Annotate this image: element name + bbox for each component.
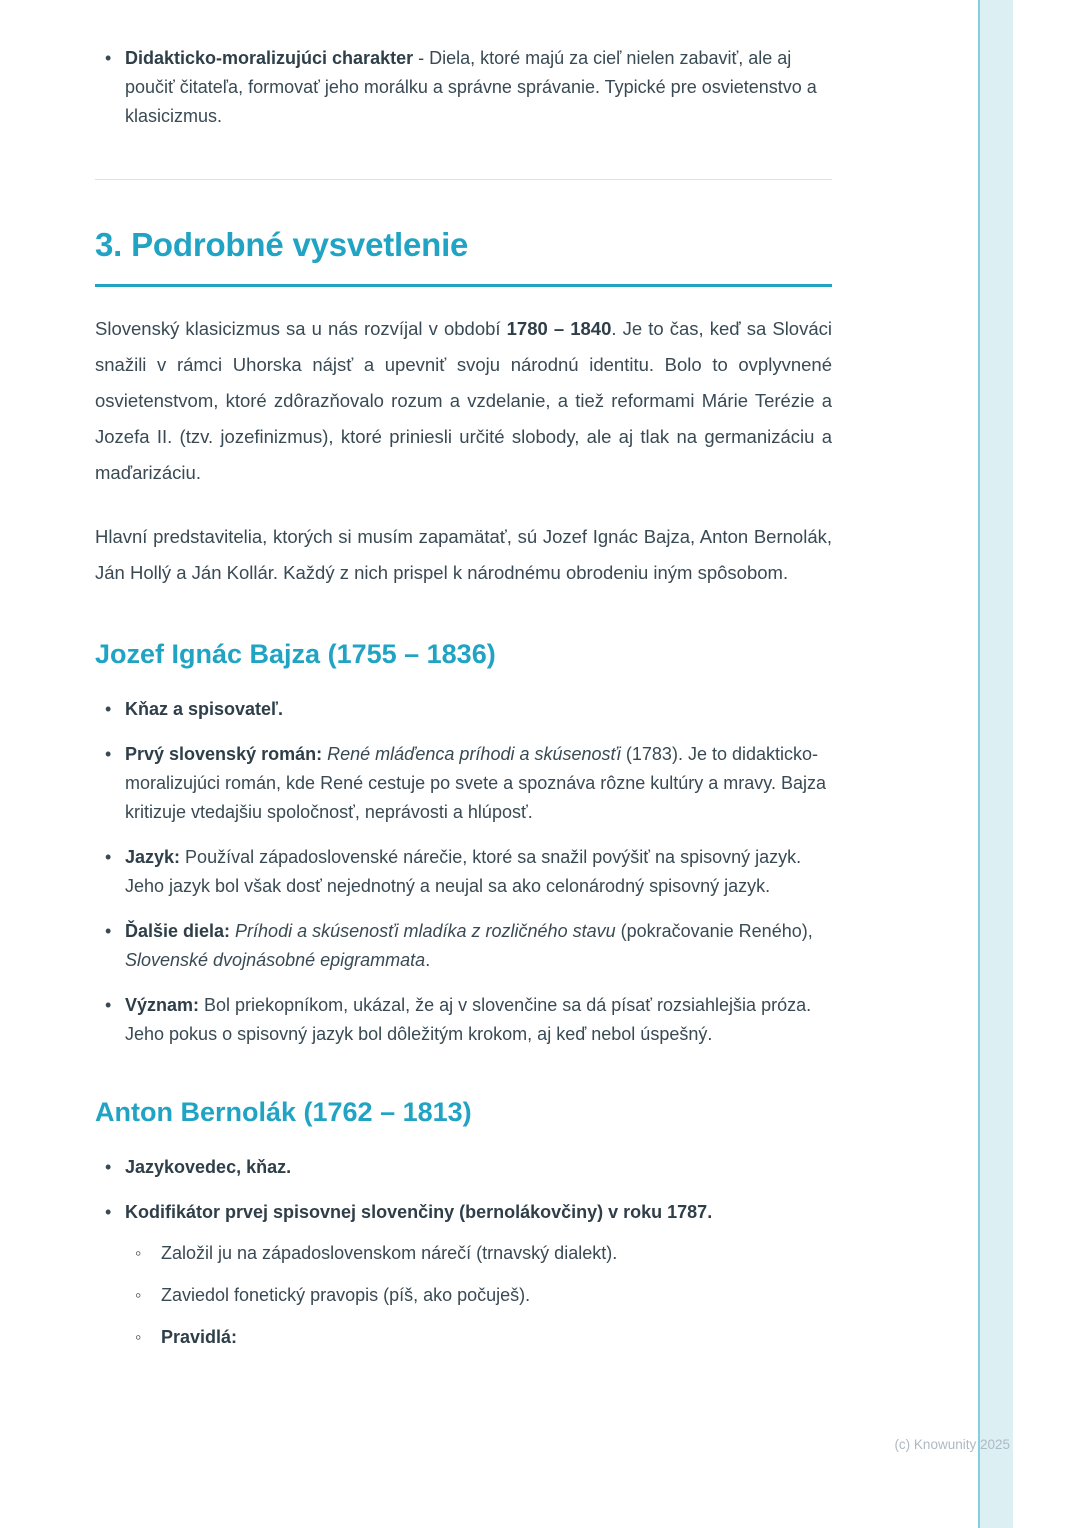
bold-text: Jazyk: xyxy=(125,847,181,867)
list-item xyxy=(95,740,832,827)
body-text: Bol priekopníkom, ukázal, že aj v slovenčine sa dá písať rozsiahlejšia próza. Jeho pokus o spisovný jazyk bol dôležitým krokom, aj keď nebol úspešný. xyxy=(125,995,812,1044)
subsection-heading-bajza: Jozef Ignác Bajza (1755 – 1836) xyxy=(95,639,496,669)
section-title: 3. Podrobné vysvetlenie xyxy=(95,226,469,263)
bold-text: Význam: xyxy=(125,995,200,1015)
italic-text: Slovenské dvojnásobné epigrammata xyxy=(125,950,426,970)
circle-bullet-icon: ◦ xyxy=(135,1285,142,1305)
bullet-icon: • xyxy=(105,995,112,1015)
italic-text: Príhodi a skúsenosťi mladíka z rozličného stavu xyxy=(230,921,616,941)
body-text: Slovenský klasicizmus sa u nás rozvíjal v období xyxy=(95,318,507,339)
body-text: - Diela, ktoré majú za cieľ nielen zabaviť, ale aj poučiť čitateľa, formovať jeho morálku a správne správanie. Typické pre osvietenstvo a klasicizmus. xyxy=(125,48,817,126)
list-item-text xyxy=(125,917,832,975)
sub-list-item xyxy=(135,1323,832,1351)
page-edge-band xyxy=(978,0,1013,1528)
bold-text: Jazykovedec, kňaz. xyxy=(125,1157,292,1177)
list-item-text xyxy=(125,44,832,131)
list-item-text: Založil ju na západoslovenskom nárečí (trnavský dialekt). xyxy=(161,1243,618,1263)
subsection-heading-bernolak: Anton Bernolák (1762 – 1813) xyxy=(95,1097,472,1127)
bullet-icon: • xyxy=(105,699,112,719)
bullet-icon: • xyxy=(105,1157,112,1177)
list-item-text xyxy=(161,1323,832,1351)
list-item xyxy=(95,917,832,975)
section-title-rule xyxy=(95,284,832,287)
list-item-text xyxy=(125,1198,832,1351)
list-item xyxy=(95,1153,832,1182)
list-item-text xyxy=(125,740,832,827)
bullet-icon: • xyxy=(105,48,112,68)
body-text: . xyxy=(425,950,431,970)
body-text: (pokračovanie Reného), xyxy=(615,921,813,941)
list-item xyxy=(95,695,832,724)
bold-text: Didakticko-moralizujúci charakter xyxy=(125,48,414,68)
body-text: . Je to čas, keď sa Slováci snažili v rámci Uhorska nájsť a upevniť svoju národnú identitu. Bolo to ovplyvnené osvietenstvom, ktoré zdôrazňovalo rozum a vzdelanie, a tiež reformami Márie Terézie a Jozefa II. (tzv. jozefinizmus), ktoré priniesli určité slobody, ale aj tlak na germanizáciu a maďarizáciu. xyxy=(95,318,832,483)
list-item-text: Zaviedol fonetický pravopis (píš, ako počuješ). xyxy=(161,1285,531,1305)
italic-text: René mláďenca príhodi a skúsenosťi xyxy=(322,744,621,764)
bullet-icon: • xyxy=(105,744,112,764)
bold-text: 1780 – 1840 xyxy=(506,318,612,339)
paragraph xyxy=(95,311,832,491)
document-content xyxy=(95,0,832,1367)
bajza-bullet-list xyxy=(95,695,832,1049)
body-text: (1783). Je to didakticko-moralizujúci román, kde René cestuje po svete a spoznáva rôzne kultúry a mravy. Bajza kritizuje vtedajšiu spoločnosť, neprávosti a hlúposť. xyxy=(125,744,826,822)
bullet-icon: • xyxy=(105,847,112,867)
list-item-text xyxy=(125,991,832,1049)
sub-list-item xyxy=(135,1239,832,1267)
list-item-text xyxy=(125,843,832,901)
watermark: (c) Knowunity 2025 xyxy=(894,1437,1010,1452)
section-divider xyxy=(95,179,832,180)
bold-text: Pravidlá: xyxy=(161,1327,238,1347)
intro-bullet-list xyxy=(95,44,832,131)
bold-text: Kňaz a spisovateľ. xyxy=(125,699,283,719)
bold-text: Prvý slovenský román: xyxy=(125,744,323,764)
list-item xyxy=(95,44,832,131)
circle-bullet-icon: ◦ xyxy=(135,1243,142,1263)
list-item xyxy=(95,1198,832,1351)
list-item xyxy=(95,991,832,1049)
bullet-icon: • xyxy=(105,921,112,941)
bold-text: Kodifikátor prvej spisovnej slovenčiny (bernolákovčiny) v roku 1787. xyxy=(125,1202,713,1222)
list-item-text xyxy=(125,1153,832,1182)
bullet-icon: • xyxy=(105,1202,112,1222)
sub-list-item xyxy=(135,1281,832,1309)
list-item xyxy=(95,843,832,901)
paragraph: Hlavní predstavitelia, ktorých si musím zapamätať, sú Jozef Ignác Bajza, Anton Bernolák, Ján Hollý a Ján Kollár. Každý z nich prispel k národnému obrodeniu iným spôsobom. xyxy=(95,526,832,583)
circle-bullet-icon: ◦ xyxy=(135,1327,142,1347)
body-text: Používal západoslovenské nárečie, ktoré sa snažil povýšiť na spisovný jazyk. Jeho jazyk bol však dosť nejednotný a neujal sa ako celonárodný spisovný jazyk. xyxy=(125,847,802,896)
bernolak-bullet-list xyxy=(95,1153,832,1351)
list-item-text xyxy=(125,695,832,724)
bold-text: Ďalšie diela: xyxy=(125,921,231,941)
bernolak-sub-list xyxy=(135,1239,832,1351)
